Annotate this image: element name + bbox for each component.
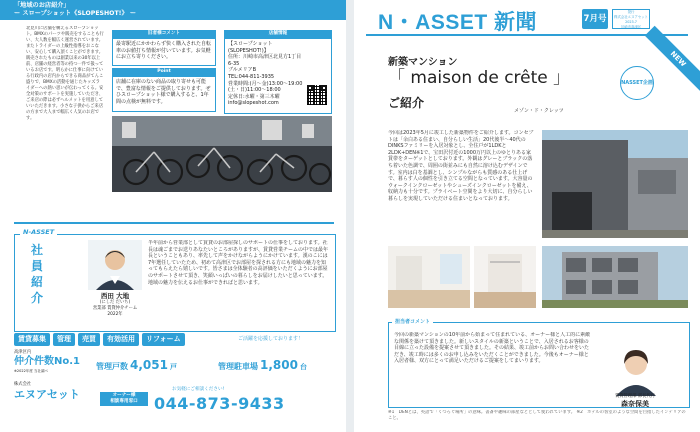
person-icon <box>88 240 142 290</box>
stat-parking-label: 管理駐車場 <box>218 362 258 371</box>
building-exterior-photo <box>542 130 688 238</box>
building-illustration <box>542 130 688 238</box>
building-side-photo <box>542 246 688 308</box>
owner-contact-label <box>100 392 148 406</box>
shop-feature-title-line1: 「地域のお店紹介」 <box>14 2 70 9</box>
stat-managed-units-value: 4,051 <box>130 358 168 372</box>
stat-brokerage-note: ※2022年度 当社調べ <box>14 369 48 373</box>
newsletter-logo: N・ASSET 新聞 <box>378 11 538 34</box>
service-pill: リフォーム <box>142 333 185 346</box>
customer-comment-box <box>112 38 216 66</box>
qr-code[interactable] <box>307 85 327 105</box>
publisher-line: 2023.7 <box>625 20 637 24</box>
service-pill: 有効活用 <box>103 333 139 346</box>
staff-bio: 半年前から営業部として賃貸のお部屋探しのサポートの仕事をしております。社長は魂ごまでお送りあなたいところがありますが、賃貸営業チームの中では最年長ということもあり、率先して声をかけながらようにかけています。漢のこには7年選任していたため、初めて高津区でお部屋を探される方にも地域の魅力を知ってもらえたら嬉しいです。皆さまは全体験者の高評価をいただくようにお部屋のサポートさせて頂き、笑顔いっぱいの暮らしをお届けしたいと思っています。地域の魅力を伝えるお仕事ができればと思います。 <box>148 240 328 286</box>
phone-number[interactable]: 044-873-9433 <box>154 394 285 413</box>
staff-intro-vertical-title: 社員紹介 <box>30 243 43 305</box>
left-page <box>0 0 346 432</box>
article-eyebrow: 新築マンション <box>388 57 458 68</box>
masthead-rule <box>366 34 688 36</box>
nasset-tag: N-ASSET <box>20 228 57 236</box>
staff-name: 西田 大地 <box>100 292 130 300</box>
service-pill: 管理 <box>53 333 75 346</box>
interior-photo-1 <box>388 246 470 308</box>
footnote: ※1 DENとは、英語で「くつろぐ場所」の意味。書斎や趣味の部屋などとして使われています。 ※2 ホテルの客室のような空間を目指したインテリアのこと。 <box>388 410 686 421</box>
manager-name: 森奈保美 <box>621 400 649 408</box>
section-divider <box>14 222 334 224</box>
store-info-email: info@slopeshot.com <box>228 100 279 107</box>
staff-name-kana: (にしだ だいち) <box>99 300 131 305</box>
stat-parking <box>218 358 307 372</box>
staff-photo <box>88 240 142 290</box>
living-room-illustration <box>388 246 470 308</box>
company-name: エヌアセット <box>14 388 80 401</box>
store-info-line: (土・日)11:00〜18:00 <box>228 87 281 94</box>
service-pills <box>14 333 185 346</box>
new-ribbon: NEW <box>645 26 700 92</box>
shop-description: 北見川に店舗を構えるスロープショット。BMXのパーツや販売をすることも行い、大人数を幅広く運営されています。またトライダーの上級性指導をおこない、安心して購入頂くことができます。販売されたものは創業以来の30年以上前、店舗の経営者等の持つ一件で扱っているお店です。明らかに仕事に向けている行政内の店内からできる商品がてんこ盛りで、BMXの活動を通じたキッズライダーへの熱い思いが伝わってくる。安全対策のサポートを実施していただき、ご来店の際は必ずヘルメットを用意していいただきます。小さな子供からご来店の方まで大人まで幅広く人気のお店です。 <box>26 26 104 121</box>
store-info-header: 店舗情報 <box>224 30 332 38</box>
bicycles-illustration <box>112 116 332 192</box>
article-kana: メゾン・ド・クレッツ <box>514 108 564 114</box>
staff-year: 2022年 <box>107 312 123 317</box>
shop-feature-title <box>14 0 136 20</box>
person-icon <box>606 344 666 396</box>
customer-comment-text: 最寄駅近にかかわらず快く購入された自転車のお値打ち情報が付いています。お気軽にお立ち寄りください。 <box>116 41 212 61</box>
stat-brokerage-value: 仲介件数No.1 <box>14 356 80 367</box>
staff-comment-text: 今回の新築マンションの10年前から始まって住まれている、オーナー様と人工的に素敵な関係を築けて頂きました。新しいスタイルの新築ということで、入居されるお客様の目線に立った設備を提案させて頂きました。その結果、竣工前からお問い合わせをいただき、竣工時には多くのお申し込みをいただくことができました。今後もオーナー様と入居者様、双方にとって満足いただけるご提案をしてまいります。 <box>394 332 591 365</box>
article-headline: 「 maison de crête 」 <box>388 68 571 88</box>
point-text: 店舗に在庫のない商品の取り寄せも可能で、豊富な情報をご提供しております。ぜひスロープショット様で購入すると、1年間の点検が無料です。 <box>116 79 211 105</box>
stat-brokerage <box>14 350 84 374</box>
store-info-line: 【スロープショット(SLOPESHOT!)】 <box>228 41 273 54</box>
staff-dept: 営業部 賃貸仲介チーム <box>92 306 138 311</box>
right-page <box>354 0 700 432</box>
customer-comment-header: 旧者様コメント <box>112 30 216 38</box>
company-prefix: 株式会社 <box>14 382 32 387</box>
service-note: ご活躍を応援しております！ <box>238 336 304 342</box>
staff-comment-tag: 担当者コメント <box>392 318 433 325</box>
consult-label: 相談専用窓口 <box>110 399 138 404</box>
publisher-box <box>612 9 650 29</box>
manager-photo <box>606 344 666 396</box>
stat-managed-units-unit: 戸 <box>169 363 177 371</box>
stat-managed-units <box>96 358 177 372</box>
issue-month: 7月号 <box>582 9 608 29</box>
article-body: 今回は2023年5月に竣工した新築物件をご紹介します。コンセプトは「余白ある住まい、自分らしい生活」20代後半〜40代のDINKSファミリーを入居対象とし、全住戸が1LDKと2LDK+DEN※1で、宝田沢付近の1000万円以上のゆとりある家賃帯をターゲットとしております。外観はグレーとブラックの落ち着いた色調で、周囲の街並みにも自然に溶け込むデザインです。室内は白を基調とし、シンプルながらも質感のある仕上げで、暮らす人の個性を引き立てる空間となっています。大容量のウォークインクローゼットやシューズインクローゼットを備え、収納力も十分です。プライベート空間をより大切に、自分らしい暮らしを実現していただける住まいとなっております。 <box>388 130 534 202</box>
shop-feature-title-line2: ー スロープショット《SLOPESHOT!》 ー <box>14 10 137 17</box>
service-pill: 賃貸募集 <box>14 333 50 346</box>
company-block <box>14 382 94 402</box>
manager-role: 賃貸管理部 部長代行 <box>614 394 656 399</box>
store-info-box <box>224 38 332 114</box>
point-box <box>112 76 216 112</box>
nasset-plan-badge: NASSET企画 <box>620 66 654 100</box>
store-info-line: ブルメリアB <box>228 67 257 74</box>
publisher-line: 川崎市高津区 <box>620 25 642 29</box>
stat-managed-units-label: 管理戸数 <box>96 362 128 371</box>
article-subhead: ご紹介 <box>388 96 425 110</box>
closet-illustration <box>474 246 536 308</box>
store-info-line: 定休日:水曜・第三木曜 <box>228 93 280 100</box>
stat-brokerage-label: 高津区内 <box>14 350 32 355</box>
publisher-line: 発行 <box>627 10 635 14</box>
stat-parking-unit: 台 <box>299 363 307 371</box>
owner-label: オーナー様 <box>112 393 136 398</box>
shop-interior-photo <box>112 116 332 192</box>
store-info-line: 営業時間:(月〜金)13:00〜19:00 <box>228 80 303 87</box>
staff-caption <box>80 292 150 318</box>
building-side-illustration <box>542 246 688 308</box>
phone-note: お気軽にご相談ください! <box>172 387 225 392</box>
publisher-line: 株式会社エヌアセット <box>614 15 648 19</box>
store-info-line: 住所：川崎市高津区北見方1丁目6-35 <box>228 54 302 67</box>
point-header: Point <box>112 68 216 76</box>
store-info-line: TEL:044-811-3935 <box>228 73 275 80</box>
stat-parking-value: 1,800 <box>260 358 298 372</box>
service-pill: 売買 <box>78 333 100 346</box>
manager-caption <box>590 394 680 408</box>
interior-photo-2 <box>474 246 536 308</box>
